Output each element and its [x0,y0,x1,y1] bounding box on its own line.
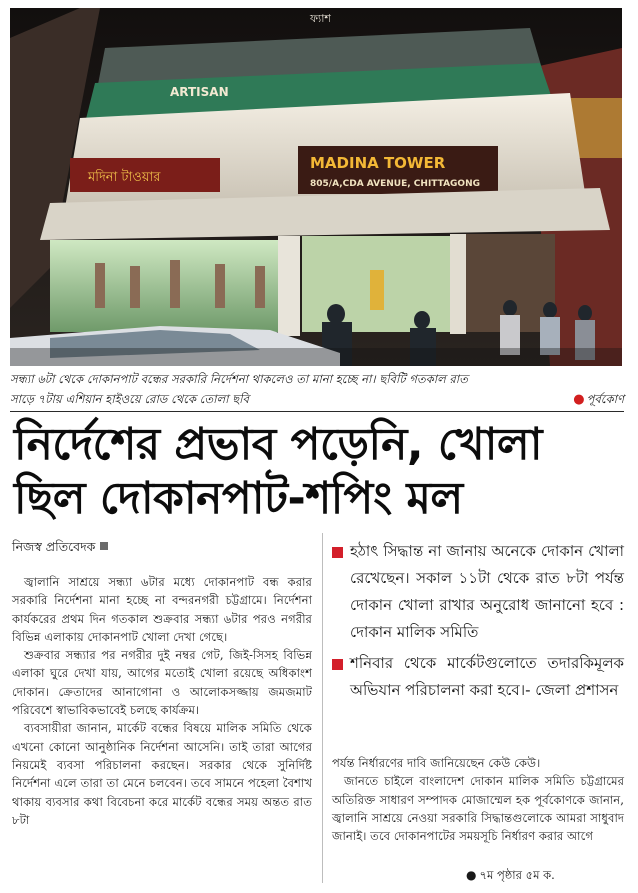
highlight-quote [332,538,624,646]
paragraph: শুক্রবার সন্ধ্যার পর নগরীর দুই নম্বর গেট, জিই-সিসহ বিভিন্ন এলাকা ঘুরে দেখা যায়, আগের মতোই খোলা রয়েছে অধিকাংশ দোকান। ক্রেতাদের আনাগোনা ও আলোকসজ্জায় জমজমাট পরিবেশে স্বাভাবিকভাবেই চলছে কার্যক্রম। [12,648,312,718]
caption-line-2: সাড়ে ৭টায় এশিয়ান হাইওয়ে রোড থেকে তোলা ছবি [10,392,249,406]
photo-credit-text: পূর্বকোণ [586,392,624,406]
byline-square-icon [100,542,108,550]
photo-caption [10,369,624,410]
paragraph: পর্যন্ত নির্ধারণের দাবি জানিয়েছেন কেউ কেউ। [332,756,541,770]
sign-address: 805/A,CDA AVENUE, CHITTAGONG [310,179,481,189]
headline-line-2: ছিল দোকানপাট-শপিং মল [14,473,463,524]
paragraph: জানতে চাইলে বাংলাদেশ দোকান মালিক সমিতি চট্টগ্রামের অতিরিক্ত সাধারণ সম্পাদক মোজাম্মেল হক পূর্বকোণকে জানান, জ্বালানি সাশ্রয়ে নেওয়া সরকারি সিদ্ধান্তগুলোকে আমরা সাধুবাদ জানাই। তবে দোকানপাটের সময়সূচি নির্ধারণ করার আগে [332,774,624,844]
byline [12,539,108,559]
red-square-bullet-icon [332,547,343,558]
article-body-right [332,754,624,845]
paragraph: ব্যবসায়ীরা জানান, মার্কেট বন্ধের বিষয়ে মালিক সমিতি থেকে এখনো কোনো আনুষ্ঠানিক নির্দেশনা আসেনি। তাই তারা আগের নিয়মেই ব্যবসা পরিচালনা করছেন। সরকার থেকে সুনির্দিষ্ট নির্দেশনা এলে তারা তা মেনে চলবেন। তবে সামনে পহেলা বৈশাখ থাকায় ব্যবসার কথা বিবেচনা করে মার্কেট বন্ধের সময় অন্তত রাত ৮টা [12,721,312,827]
quote-text: শনিবার থেকে মার্কেটগুলোতে তদারকিমূলক অভিযান পরিচালনা করা হবে।- জেলা প্রশাসন [350,654,624,699]
continuation-note[interactable] [466,867,555,886]
sign-top-banner: ফ্যাশ [310,12,331,25]
credit-marker: ● [573,392,585,407]
continuation-marker: ● [466,868,477,882]
red-square-bullet-icon [332,659,343,670]
continuation-text: ৭ম পৃষ্ঠার ৫ম ক. [479,868,555,882]
photo-credit [573,389,624,410]
sign-brand: ARTISAN [170,85,229,99]
column-divider [322,533,323,883]
sign-madina-tower: MADINA TOWER [310,154,446,172]
headline [14,418,614,526]
byline-text: নিজস্ব প্রতিবেদক [12,539,96,554]
highlight-quote [332,650,624,704]
caption-line-1: সন্ধ্যা ৬টা থেকে দোকানপাট বন্ধের সরকারি নির্দেশনা থাকলেও তা মানা হচ্ছে না। ছবিটি গতকাল রাত [10,372,468,386]
caption-divider [10,411,624,412]
sign-bangla: মদিনা টাওয়ার [88,170,161,185]
quote-text: হঠাৎ সিদ্ধান্ত না জানায় অনেকে দোকান খোলা রেখেছেন। সকাল ১১টা থেকে রাত ৮টা পর্যন্ত দোকান খোলা রাখার অনুরোধ জানানো হবে : দোকান মালিক সমিতি [350,542,624,641]
headline-line-1: নির্দেশের প্রভাব পড়েনি, খোলা [14,419,542,470]
article-body-left [12,573,312,829]
highlight-quotes [332,538,624,704]
storefront-illustration [10,8,622,366]
paragraph: জ্বালানি সাশ্রয়ে সন্ধ্যা ৬টার মধ্যে দোকানপাট বন্ধ করার সরকারি নির্দেশনা মানা হচ্ছে না বন্দরনগরী চট্টগ্রামে। নির্দেশনা কার্যকরের প্রথম দিন গতকাল শুক্রবার সন্ধ্যা ৬টার পরও নগরীর বিভিন্ন এলাকায় দোকানপাট খোলা দেখা গেছে। [12,575,312,644]
news-photo [10,8,622,366]
